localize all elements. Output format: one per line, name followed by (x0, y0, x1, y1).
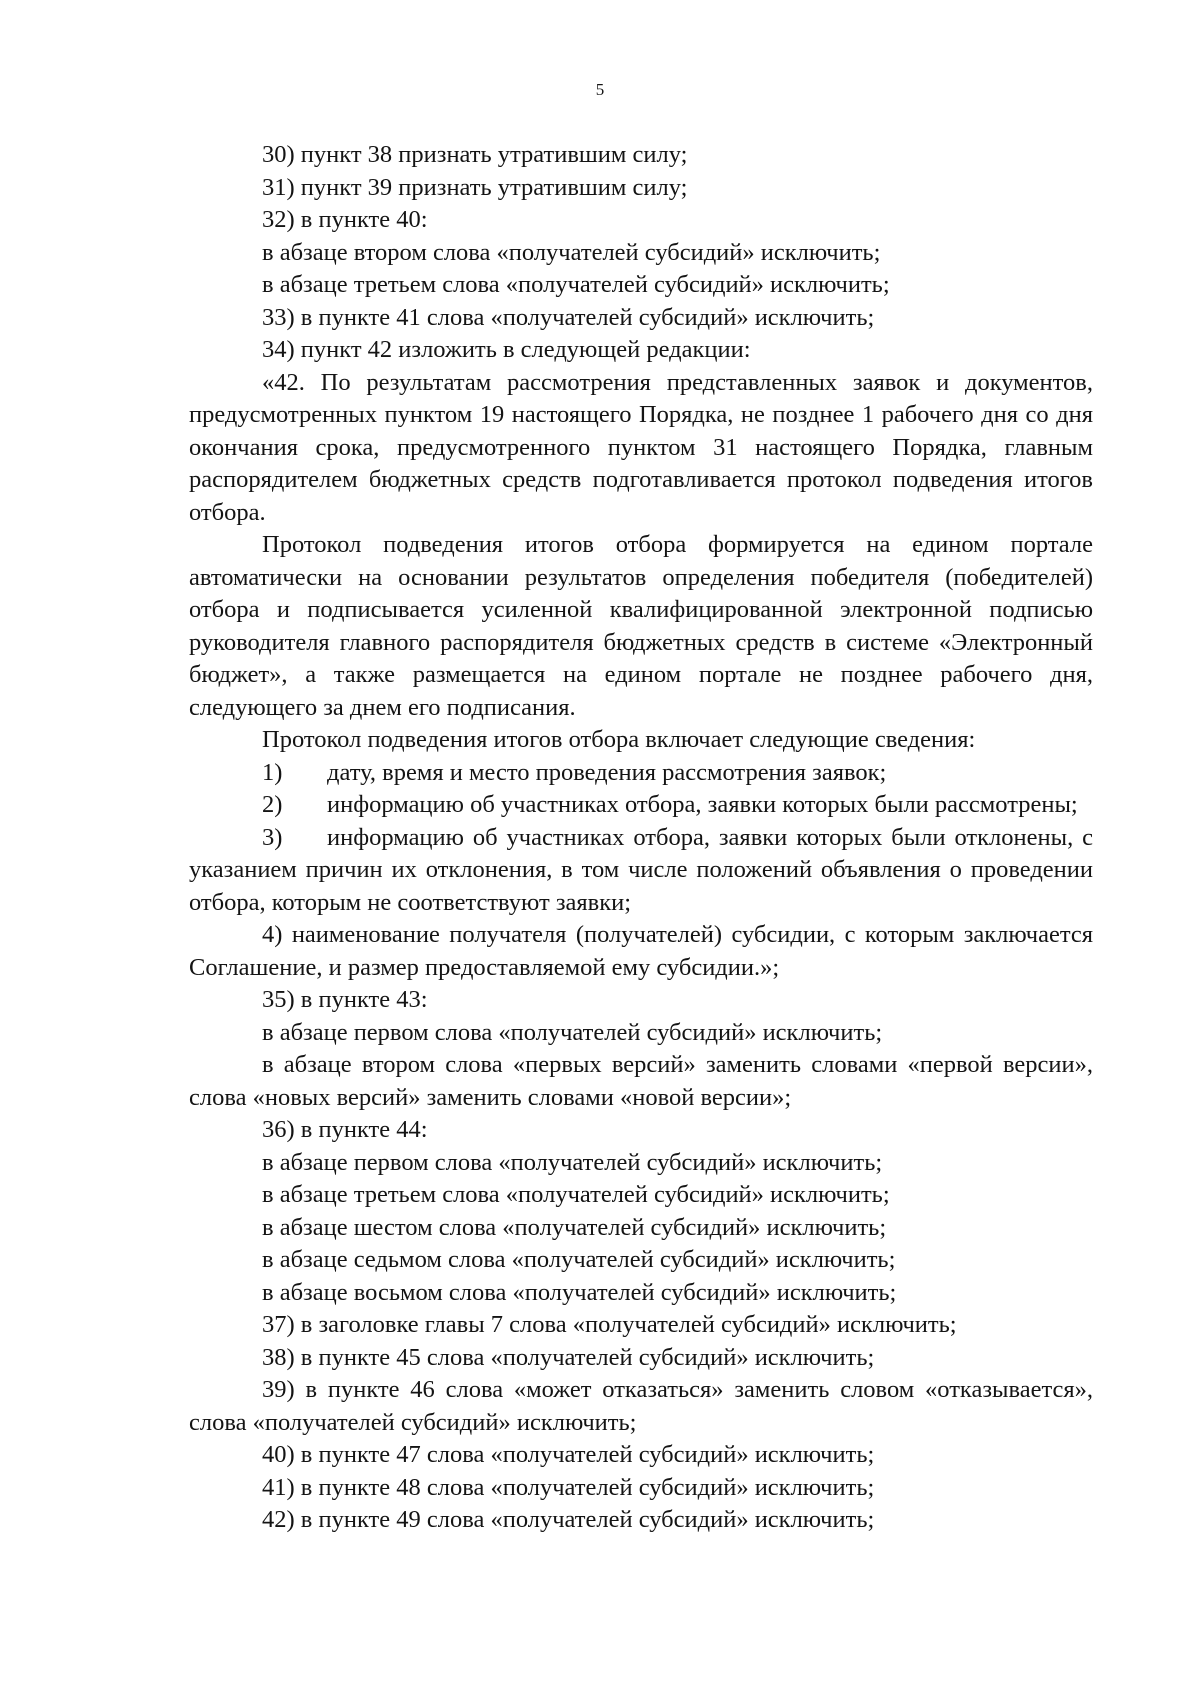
paragraph-text: 37) в заголовке главы 7 слова «получателей субсидий» исключить; (262, 1311, 957, 1338)
paragraph (189, 1309, 1093, 1342)
paragraph (189, 1439, 1093, 1472)
paragraph (189, 1017, 1093, 1050)
paragraph (189, 919, 1093, 984)
paragraph-text: в абзаце первом слова «получателей субсидий» исключить; (262, 1018, 883, 1046)
page-number: 5 (595, 80, 605, 99)
paragraph (189, 334, 1093, 367)
paragraph-text: 41) в пункте 48 слова «получателей субсидий» исключить; (262, 1473, 875, 1501)
paragraph (189, 367, 1093, 530)
paragraph-text: 30) пункт 38 признать утратившим силу; (262, 141, 688, 168)
paragraph (189, 1277, 1093, 1310)
list-enumerator: 3) (262, 823, 283, 851)
paragraph-text: в абзаце третьем слова «получателей субсидий» исключить; (262, 1181, 890, 1208)
paragraph-text: 34) пункт 42 изложить в следующей редакции: (262, 336, 751, 363)
paragraph (189, 724, 1093, 757)
paragraph (189, 1472, 1093, 1505)
paragraph-text: Протокол подведения итогов отбора формируется на едином портале автоматически на основании результатов определения победителя (победителей) отбора и подписывается усиленной квалифицированной электронной подписью руководителя главного распорядителя бюджетных средств в системе «Электронный бюджет», а также размещается на едином портале не позднее рабочего дня, следующего за днем его подписания. (189, 531, 1093, 721)
paragraph-text: 38) в пункте 45 слова «получателей субсидий» исключить; (262, 1343, 875, 1371)
paragraph-text: 40) в пункте 47 слова «получателей субсидий» исключить; (262, 1441, 875, 1468)
paragraph-text: в абзаце восьмом слова «получателей субсидий» исключить; (262, 1278, 897, 1306)
paragraph (189, 302, 1093, 335)
paragraph-text: в абзаце третьем слова «получателей субсидий» исключить; (262, 271, 890, 298)
paragraph-text: Протокол подведения итогов отбора включает следующие сведения: (262, 726, 976, 753)
paragraph-text: 35) в пункте 43: (262, 986, 428, 1013)
paragraph (189, 1114, 1093, 1147)
paragraph (189, 984, 1093, 1017)
paragraph-text: в абзаце втором слова «первых версий» заменить словами «первой версии», слова «новых версий» заменить словами «новой версии»; (189, 1051, 1093, 1111)
paragraph-text: 33) в пункте 41 слова «получателей субсидий» исключить; (262, 303, 875, 331)
paragraph-text: 39) в пункте 46 слова «может отказаться» заменить словом «отказывается», слова «получателей субсидий» исключить; (189, 1376, 1093, 1436)
paragraph (189, 822, 1093, 920)
paragraph (189, 1179, 1093, 1212)
paragraph (189, 269, 1093, 302)
paragraph-text: в абзаце седьмом слова «получателей субсидий» исключить; (262, 1246, 896, 1273)
paragraph-text: 36) в пункте 44: (262, 1116, 428, 1143)
paragraph-text: в абзаце втором слова «получателей субсидий» исключить; (262, 238, 881, 266)
paragraph (189, 139, 1093, 172)
paragraph (189, 237, 1093, 270)
paragraph (189, 1212, 1093, 1245)
paragraph (189, 757, 1093, 790)
paragraph-text: информацию об участниках отбора, заявки которых были рассмотрены; (327, 791, 1078, 818)
paragraph-text: дату, время и место проведения рассмотрения заявок; (327, 758, 887, 786)
paragraph (189, 789, 1093, 822)
paragraph-text: 31) пункт 39 признать утратившим силу; (262, 173, 688, 201)
paragraph-text: «42. По результатам рассмотрения представленных заявок и документов, предусмотренных пунктом 19 настоящего Порядка, не позднее 1 рабочего дня со дня окончания срока, предусмотренного пунктом 31 настоящего Порядка, главным распорядителем бюджетных средств подготавливается протокол подведения итогов отбора. (189, 368, 1093, 526)
paragraph-text: информацию об участниках отбора, заявки которых были отклонены, с указанием причин их отклонения, в том числе положений объявления о проведении отбора, которым не соответствуют заявки; (189, 823, 1093, 916)
paragraph (189, 1504, 1093, 1537)
document-body (189, 139, 1093, 1537)
paragraph (189, 1049, 1093, 1114)
paragraph (189, 1342, 1093, 1375)
paragraph (189, 529, 1093, 724)
paragraph (189, 172, 1093, 205)
paragraph-text: 42) в пункте 49 слова «получателей субсидий» исключить; (262, 1506, 875, 1533)
paragraph (189, 1147, 1093, 1180)
paragraph-text: в абзаце шестом слова «получателей субсидий» исключить; (262, 1213, 887, 1241)
list-enumerator: 2) (262, 791, 283, 818)
list-enumerator: 1) (262, 758, 283, 786)
paragraph (189, 1374, 1093, 1439)
paragraph (189, 204, 1093, 237)
paragraph-text: в абзаце первом слова «получателей субсидий» исключить; (262, 1148, 883, 1176)
paragraph (189, 1244, 1093, 1277)
paragraph-text: 4) наименование получателя (получателей) субсидии, с которым заключается Соглашение, и размер предоставляемой ему субсидии.»; (189, 921, 1093, 981)
paragraph-text: 32) в пункте 40: (262, 206, 428, 233)
